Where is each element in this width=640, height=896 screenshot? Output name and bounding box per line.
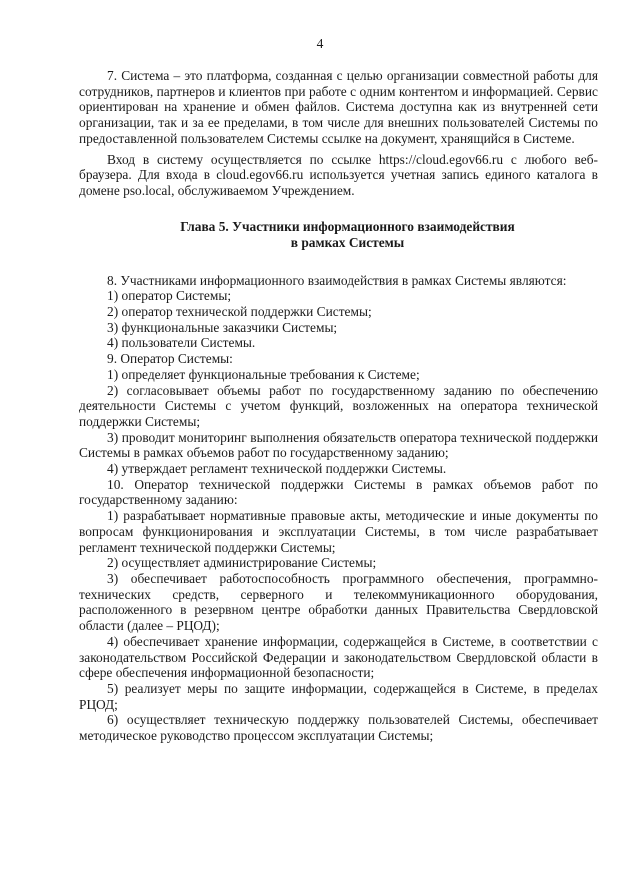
chapter-heading-line-1: Глава 5. Участники информационного взаимодействия [180,218,515,234]
page-number: 4 [316,36,324,51]
list-item: 3) обеспечивает работоспособность программного обеспечения, программно-технических средств, серверного и телекоммуникационного оборудования, расположенного в резервном центре обработки данных Правительства Свердловской области (далее – РЦОД); [79,570,598,634]
paragraph-10: 10. Оператор технической поддержки Системы в рамках объемов работ по государственному заданию: [79,476,598,508]
list-item: 3) функциональные заказчики Системы; [107,319,338,335]
list-item: 4) утверждает регламент технической поддержки Системы. [107,461,447,477]
list-item: 2) согласовывает объемы работ по государственному заданию по обеспечению деятельности Системы с учетом функций, возложенных на оператора технической поддержки Системы; [79,382,598,429]
list-item: 3) проводит мониторинг выполнения обязательств оператора технической поддержки Системы в рамках объемов работ по государственному заданию; [79,429,598,461]
list-item: 1) оператор Системы; [107,288,232,304]
list-item: 4) обеспечивает хранение информации, содержащейся в Системе, в соответствии с законодательством Российской Федерации и законодательством Свердловской области в сфере обеспечения информационной безопасности; [79,633,598,681]
list-item: 2) осуществляет администрирование Системы; [107,555,377,571]
document-body [79,68,598,744]
chapter-heading-line-2: в рамках Системы [290,234,405,250]
list-item: 2) оператор технической поддержки Системы; [107,304,372,320]
list-item: 1) определяет функциональные требования к Системе; [107,366,420,382]
list-item: 5) реализует меры по защите информации, содержащейся в Системе, в пределах РЦОД; [79,680,598,712]
paragraph-8: 8. Участниками информационного взаимодействия в рамках Системы являются: [107,272,567,288]
list-item: 4) пользователи Системы. [107,335,256,351]
chapter-heading [79,219,598,251]
paragraph-9: 9. Оператор Системы: [107,351,233,367]
paragraph-7: 7. Система – это платформа, созданная с целью организации совместной работы для сотрудников, партнеров и клиентов при работе с одним контентом и информацией. Сервис ориентирован на хранение и обмен файлов. Система доступна как из внутренней сети организации, так и за ее пределами, в том числе для внешних пользователей Системы по предоставленной пользователем Системы ссылке на документ, хранящийся в Системе. [79,68,598,146]
paragraph-login: Вход в систему осуществляется по ссылке https://cloud.egov66.ru с любого веб-браузера. Для входа в cloud.egov66.ru используется учетная запись единого каталога в домене pso.local, обслуживаемом Учреждением. [79,151,598,198]
list-item: 1) разрабатывает нормативные правовые акты, методические и иные документы по вопросам функционирования и эксплуатации Системы, в том числе разрабатывает регламент технической поддержки Системы; [79,508,598,555]
list-item: 6) осуществляет техническую поддержку пользователей Системы, обеспечивает методическое руководство процессом эксплуатации Системы; [79,712,598,744]
